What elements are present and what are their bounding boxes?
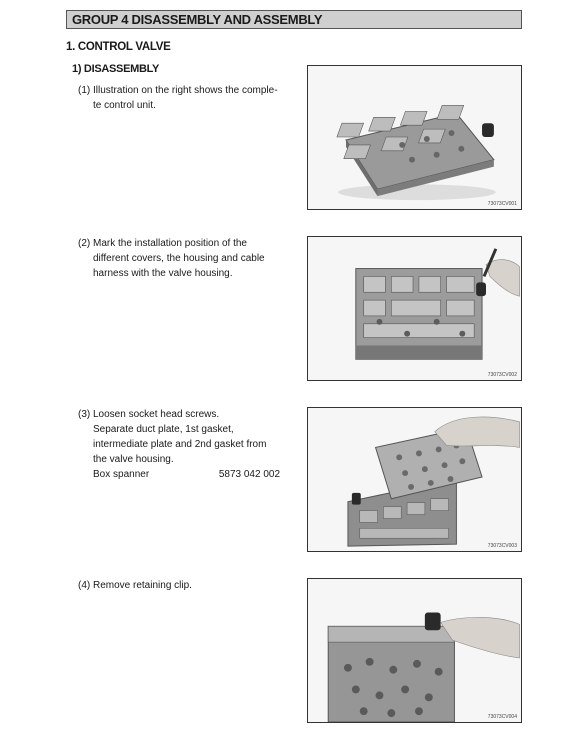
photo-code: 73073CV004	[487, 714, 517, 720]
separating-duct-plate-icon	[308, 408, 521, 551]
step-line: the valve housing.	[93, 454, 174, 465]
photo-code: 73073CV001	[487, 201, 517, 207]
marking-control-unit-icon	[308, 237, 521, 380]
step-number: (2)	[78, 238, 91, 249]
removing-retaining-clip-photo	[307, 578, 522, 723]
step-line: different covers, the housing and cable	[93, 253, 265, 264]
step-line: Loosen socket head screws.	[93, 409, 220, 420]
step-line: harness with the valve housing.	[93, 268, 233, 279]
step-line: Remove retaining clip.	[93, 580, 192, 591]
step-line: Illustration on the right shows the comple-	[93, 85, 278, 96]
step-line: intermediate plate and 2nd gasket from	[93, 439, 267, 450]
step-3-text	[78, 407, 280, 482]
tool-part-number: 5873 042 002	[218, 469, 280, 480]
separating-duct-plate-photo	[307, 407, 522, 552]
step-number: (4)	[78, 580, 91, 591]
marking-control-unit-photo	[307, 236, 522, 381]
photo-code: 73073CV003	[487, 543, 517, 549]
group-header: GROUP 4 DISASSEMBLY AND ASSEMBLY	[66, 10, 522, 29]
step-4-text	[78, 578, 280, 593]
step-number: (1)	[78, 85, 91, 96]
tool-row	[78, 467, 280, 482]
step-2-text	[78, 236, 280, 281]
step-number: (3)	[78, 409, 91, 420]
step-line: Separate duct plate, 1st gasket,	[93, 424, 234, 435]
tool-name: Box spanner	[93, 469, 150, 480]
photo-code: 73073CV002	[487, 372, 517, 378]
complete-control-unit-icon	[308, 66, 521, 209]
subsection-title: 1) DISASSEMBLY	[72, 63, 160, 75]
section-title: 1. CONTROL VALVE	[66, 41, 171, 53]
step-line: te control unit.	[93, 100, 156, 111]
complete-control-unit-photo	[307, 65, 522, 210]
step-line: Mark the installation position of the	[93, 238, 247, 249]
step-1-text	[78, 83, 280, 113]
removing-retaining-clip-icon	[308, 579, 521, 722]
